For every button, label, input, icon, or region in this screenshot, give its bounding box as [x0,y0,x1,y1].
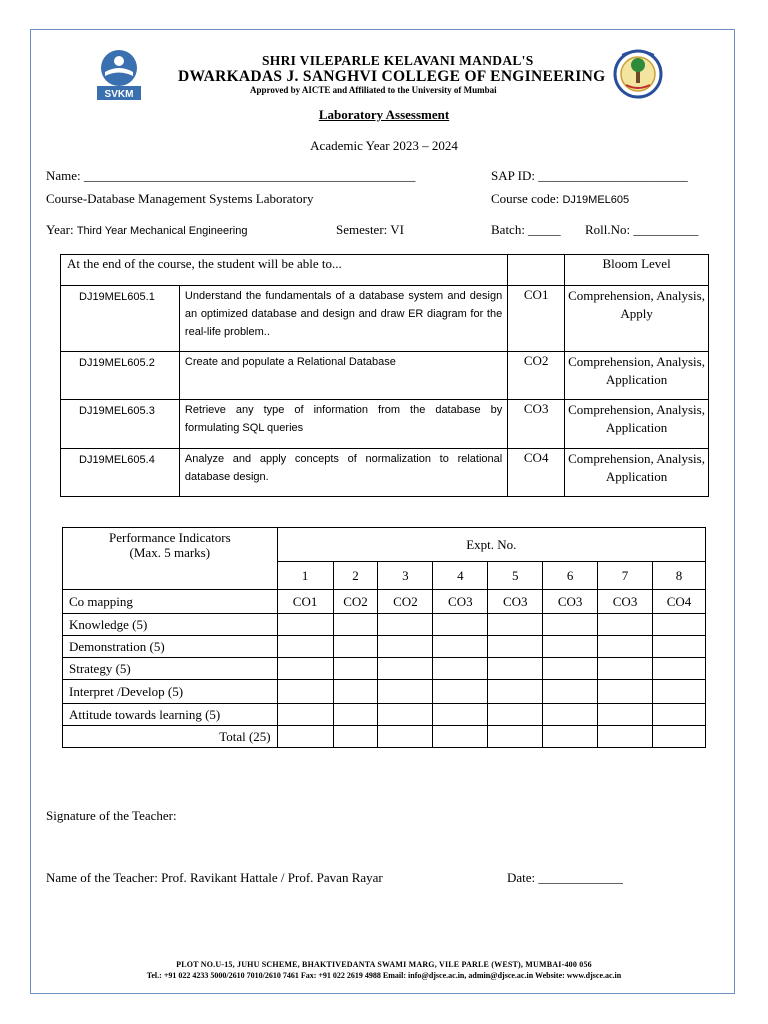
teacher-signature-label: Signature of the Teacher: [46,808,177,823]
score-cell[interactable] [598,704,653,726]
roll-no-field[interactable]: Roll.No: __________ [585,222,699,237]
score-cell[interactable] [433,636,488,658]
total-cell[interactable] [277,726,333,748]
co-code: DJ19MEL605.3 [61,400,180,449]
footer-contact: Tel.: +91 022 4233 5000/2610 7010/2610 7461 Fax: +91 022 2619 4988 Email: info@djsce.ac.in, admin@djsce.ac.in Website: www.djsce.ac.in [146,971,622,980]
total-cell[interactable] [333,726,378,748]
co-id: CO1 [508,286,565,352]
course-name: Course-Database Management Systems Laboratory [46,191,314,206]
college-crest-icon [612,47,664,103]
academic-year: Academic Year 2023 – 2024 [310,138,458,153]
co-mapping-cell: CO2 [378,590,433,614]
indicator-label: Attitude towards learning (5) [63,704,278,726]
course-code-value: DJ19MEL605 [562,194,630,206]
score-cell[interactable] [598,658,653,680]
total-label: Total (25) [63,726,278,748]
date-field[interactable]: Date: _____________ [507,870,623,885]
co-code: DJ19MEL605.1 [61,286,180,352]
score-cell[interactable] [378,658,433,680]
score-cell[interactable] [333,680,378,704]
svkm-logo [91,48,147,104]
score-cell[interactable] [378,704,433,726]
expt-number: 6 [543,562,598,590]
total-cell[interactable] [488,726,543,748]
score-cell[interactable] [433,658,488,680]
batch-field[interactable]: Batch: _____ [491,222,561,237]
table-row [61,400,709,449]
co-mapping-cell: CO3 [543,590,598,614]
bloom-level: Comprehension, Analysis, Application [565,400,709,449]
co-header-left: At the end of the course, the student will be able to... [61,255,508,286]
score-cell[interactable] [653,704,706,726]
expt-number: 7 [598,562,653,590]
expt-number: 4 [433,562,488,590]
score-cell[interactable] [543,658,598,680]
score-cell[interactable] [653,680,706,704]
score-cell[interactable] [333,658,378,680]
co-description: Analyze and apply concepts of normalization to relational database design. [179,449,507,497]
score-cell[interactable] [433,680,488,704]
table-row [61,449,709,497]
expt-number: 1 [277,562,333,590]
co-id: CO4 [508,449,565,497]
pi-header-line2: (Max. 5 marks) [129,545,211,560]
co-code: DJ19MEL605.4 [61,449,180,497]
co-description: Understand the fundamentals of a database system and design an optimized database and design and draw ER diagram for the real-life problem.. [179,286,507,352]
table-row [61,286,709,352]
score-cell[interactable] [378,680,433,704]
co-id: CO2 [508,352,565,400]
expt-number: 5 [488,562,543,590]
indicator-label: Demonstration (5) [63,636,278,658]
page-title: Laboratory Assessment [318,107,450,122]
co-mapping-cell: CO2 [333,590,378,614]
co-mapping-cell: CO4 [653,590,706,614]
total-cell[interactable] [543,726,598,748]
bloom-level: Comprehension, Analysis, Apply [565,286,709,352]
course-code-label: Course code: [491,191,563,206]
score-cell[interactable] [543,680,598,704]
co-mapping-cell: CO3 [488,590,543,614]
college-name: DWARKADAS J. SANGHVI COLLEGE OF ENGINEERING [178,68,606,85]
perf-header-row [63,528,706,562]
score-cell[interactable] [277,614,333,636]
score-cell[interactable] [488,658,543,680]
score-cell[interactable] [333,614,378,636]
score-cell[interactable] [653,614,706,636]
total-row [63,726,706,748]
table-row [61,352,709,400]
score-cell[interactable] [653,636,706,658]
indicator-label: Interpret /Develop (5) [63,680,278,704]
score-cell[interactable] [488,704,543,726]
total-cell[interactable] [378,726,433,748]
score-cell[interactable] [598,636,653,658]
semester-field: Semester: VI [336,222,404,237]
co-table-header [61,255,709,286]
score-cell[interactable] [488,636,543,658]
co-mapping-cell: CO3 [433,590,488,614]
co-mapping-cell: CO1 [277,590,333,614]
bloom-level: Comprehension, Analysis, Application [565,352,709,400]
score-cell[interactable] [277,680,333,704]
expt-number: 2 [333,562,378,590]
indicator-label: Knowledge (5) [63,614,278,636]
co-header-blank [508,255,565,286]
indicator-label: Strategy (5) [63,658,278,680]
score-cell[interactable] [488,680,543,704]
approval-line: Approved by AICTE and Affiliated to the University of Mumbai [250,85,497,95]
table-row [63,658,706,680]
bloom-level: Comprehension, Analysis, Application [565,449,709,497]
year-field [46,222,247,238]
expt-number: 8 [653,562,706,590]
table-row [63,680,706,704]
co-description: Create and populate a Relational Database [179,352,507,400]
co-mapping-label: Co mapping [63,590,278,614]
score-cell[interactable] [543,704,598,726]
score-cell[interactable] [598,614,653,636]
course-outcome-table [60,254,709,497]
course-code [491,191,629,207]
co-header-bloom: Bloom Level [565,255,709,286]
co-mapping-row [63,590,706,614]
co-code: DJ19MEL605.2 [61,352,180,400]
year-value: Third Year Mechanical Engineering [76,225,248,237]
society-name: SHRI VILEPARLE KELAVANI MANDAL'S [262,53,534,68]
expt-number: 3 [378,562,433,590]
score-cell[interactable] [543,636,598,658]
score-cell[interactable] [433,704,488,726]
score-cell[interactable] [333,704,378,726]
pi-header-line1: Performance Indicators [108,530,231,545]
score-cell[interactable] [433,614,488,636]
performance-table [62,527,706,748]
total-cell[interactable] [433,726,488,748]
footer-address: PLOT NO.U-15, JUHU SCHEME, BHAKTIVEDANTA SWAMI MARG, VILE PARLE (WEST), MUMBAI-400 056 [176,960,592,969]
score-cell[interactable] [277,704,333,726]
svkm-logo-text: SVKM [104,89,134,100]
table-row [63,704,706,726]
teacher-name: Name of the Teacher: Prof. Ravikant Hattale / Prof. Pavan Rayar [46,870,383,885]
total-cell[interactable] [653,726,706,748]
co-id: CO3 [508,400,565,449]
table-row [63,614,706,636]
score-cell[interactable] [378,636,433,658]
table-row [63,636,706,658]
sap-id-field[interactable]: SAP ID: _______________________ [491,168,688,183]
co-description: Retrieve any type of information from the database by formulating SQL queries [179,400,507,449]
expt-no-header: Expt. No. [277,528,705,562]
year-label: Year: [46,222,77,237]
score-cell[interactable] [653,658,706,680]
score-cell[interactable] [277,658,333,680]
name-field[interactable]: Name: ___________________________________________________ [46,168,416,183]
total-cell[interactable] [598,726,653,748]
score-cell[interactable] [598,680,653,704]
score-cell[interactable] [277,636,333,658]
score-cell[interactable] [333,636,378,658]
score-cell[interactable] [488,614,543,636]
performance-indicators-header [63,528,278,590]
score-cell[interactable] [543,614,598,636]
score-cell[interactable] [378,614,433,636]
co-mapping-cell: CO3 [598,590,653,614]
